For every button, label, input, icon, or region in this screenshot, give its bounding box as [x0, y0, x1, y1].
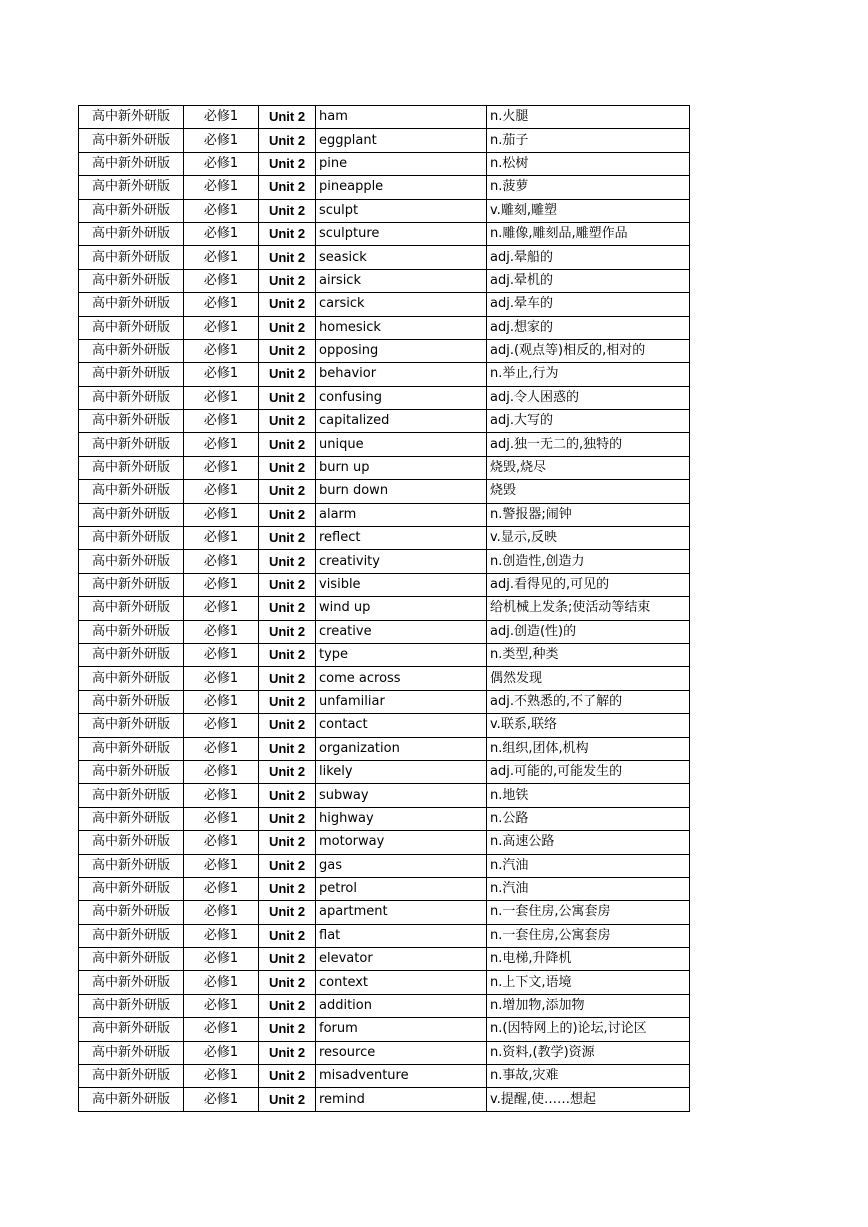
publisher-cell: 高中新外研版 — [79, 433, 184, 456]
meaning-cell: 给机械上发条;使活动等结束 — [487, 597, 690, 620]
table-row — [79, 527, 690, 550]
table-row — [79, 1065, 690, 1088]
book-cell: 必修1 — [184, 1088, 259, 1111]
meaning-cell: adj.看得见的,可见的 — [487, 573, 690, 596]
meaning-cell: v.雕刻,雕塑 — [487, 199, 690, 222]
book-cell: 必修1 — [184, 152, 259, 175]
word-cell: wind up — [316, 597, 487, 620]
word-cell: highway — [316, 807, 487, 830]
book-cell: 必修1 — [184, 456, 259, 479]
unit-cell: Unit 2 — [259, 620, 316, 643]
book-cell: 必修1 — [184, 480, 259, 503]
word-cell: remind — [316, 1088, 487, 1111]
word-cell: come across — [316, 667, 487, 690]
word-cell: addition — [316, 994, 487, 1017]
publisher-cell: 高中新外研版 — [79, 760, 184, 783]
meaning-cell: n.汽油 — [487, 877, 690, 900]
publisher-cell: 高中新外研版 — [79, 269, 184, 292]
unit-cell: Unit 2 — [259, 106, 316, 129]
book-cell: 必修1 — [184, 316, 259, 339]
unit-cell: Unit 2 — [259, 690, 316, 713]
table-row — [79, 784, 690, 807]
book-cell: 必修1 — [184, 573, 259, 596]
table-row — [79, 1018, 690, 1041]
table-row — [79, 480, 690, 503]
table-row — [79, 550, 690, 573]
book-cell: 必修1 — [184, 877, 259, 900]
meaning-cell: n.创造性,创造力 — [487, 550, 690, 573]
word-cell: seasick — [316, 246, 487, 269]
word-cell: resource — [316, 1041, 487, 1064]
table-row — [79, 222, 690, 245]
book-cell: 必修1 — [184, 1018, 259, 1041]
unit-cell: Unit 2 — [259, 831, 316, 854]
meaning-cell: adj.大写的 — [487, 410, 690, 433]
publisher-cell: 高中新外研版 — [79, 246, 184, 269]
meaning-cell: 烧毁,烧尽 — [487, 456, 690, 479]
meaning-cell: n.事故,灾难 — [487, 1065, 690, 1088]
table-row — [79, 339, 690, 362]
book-cell: 必修1 — [184, 410, 259, 433]
table-row — [79, 831, 690, 854]
publisher-cell: 高中新外研版 — [79, 176, 184, 199]
unit-cell: Unit 2 — [259, 1018, 316, 1041]
book-cell: 必修1 — [184, 293, 259, 316]
book-cell: 必修1 — [184, 363, 259, 386]
unit-cell: Unit 2 — [259, 784, 316, 807]
meaning-cell: n.一套住房,公寓套房 — [487, 924, 690, 947]
table-row — [79, 269, 690, 292]
unit-cell: Unit 2 — [259, 854, 316, 877]
word-cell: pineapple — [316, 176, 487, 199]
word-cell: subway — [316, 784, 487, 807]
word-cell: alarm — [316, 503, 487, 526]
table-row — [79, 129, 690, 152]
meaning-cell: n.高速公路 — [487, 831, 690, 854]
unit-cell: Unit 2 — [259, 339, 316, 362]
unit-cell: Unit 2 — [259, 667, 316, 690]
meaning-cell: 烧毁 — [487, 480, 690, 503]
book-cell: 必修1 — [184, 948, 259, 971]
unit-cell: Unit 2 — [259, 550, 316, 573]
table-row — [79, 597, 690, 620]
unit-cell: Unit 2 — [259, 480, 316, 503]
publisher-cell: 高中新外研版 — [79, 1088, 184, 1111]
word-cell: ham — [316, 106, 487, 129]
word-cell: carsick — [316, 293, 487, 316]
publisher-cell: 高中新外研版 — [79, 129, 184, 152]
book-cell: 必修1 — [184, 246, 259, 269]
publisher-cell: 高中新外研版 — [79, 293, 184, 316]
meaning-cell: n.类型,种类 — [487, 643, 690, 666]
meaning-cell: adj.想家的 — [487, 316, 690, 339]
book-cell: 必修1 — [184, 971, 259, 994]
book-cell: 必修1 — [184, 222, 259, 245]
unit-cell: Unit 2 — [259, 129, 316, 152]
meaning-cell: n.公路 — [487, 807, 690, 830]
unit-cell: Unit 2 — [259, 877, 316, 900]
unit-cell: Unit 2 — [259, 152, 316, 175]
meaning-cell: 偶然发现 — [487, 667, 690, 690]
publisher-cell: 高中新外研版 — [79, 410, 184, 433]
word-cell: visible — [316, 573, 487, 596]
meaning-cell: v.显示,反映 — [487, 527, 690, 550]
table-row — [79, 503, 690, 526]
book-cell: 必修1 — [184, 386, 259, 409]
meaning-cell: n.地铁 — [487, 784, 690, 807]
word-cell: sculpture — [316, 222, 487, 245]
publisher-cell: 高中新外研版 — [79, 152, 184, 175]
book-cell: 必修1 — [184, 106, 259, 129]
unit-cell: Unit 2 — [259, 1065, 316, 1088]
word-cell: motorway — [316, 831, 487, 854]
publisher-cell: 高中新外研版 — [79, 714, 184, 737]
word-cell: misadventure — [316, 1065, 487, 1088]
publisher-cell: 高中新外研版 — [79, 106, 184, 129]
meaning-cell: v.提醒,使……想起 — [487, 1088, 690, 1111]
unit-cell: Unit 2 — [259, 316, 316, 339]
word-cell: contact — [316, 714, 487, 737]
book-cell: 必修1 — [184, 690, 259, 713]
table-row — [79, 714, 690, 737]
publisher-cell: 高中新外研版 — [79, 667, 184, 690]
book-cell: 必修1 — [184, 269, 259, 292]
word-cell: elevator — [316, 948, 487, 971]
word-cell: forum — [316, 1018, 487, 1041]
publisher-cell: 高中新外研版 — [79, 527, 184, 550]
meaning-cell: n.组织,团体,机构 — [487, 737, 690, 760]
meaning-cell: n.雕像,雕刻品,雕塑作品 — [487, 222, 690, 245]
meaning-cell: n.举止,行为 — [487, 363, 690, 386]
publisher-cell: 高中新外研版 — [79, 737, 184, 760]
book-cell: 必修1 — [184, 924, 259, 947]
book-cell: 必修1 — [184, 643, 259, 666]
unit-cell: Unit 2 — [259, 1041, 316, 1064]
word-cell: gas — [316, 854, 487, 877]
publisher-cell: 高中新外研版 — [79, 222, 184, 245]
book-cell: 必修1 — [184, 199, 259, 222]
unit-cell: Unit 2 — [259, 971, 316, 994]
book-cell: 必修1 — [184, 433, 259, 456]
unit-cell: Unit 2 — [259, 363, 316, 386]
publisher-cell: 高中新外研版 — [79, 1065, 184, 1088]
word-cell: creativity — [316, 550, 487, 573]
book-cell: 必修1 — [184, 901, 259, 924]
word-cell: eggplant — [316, 129, 487, 152]
table-row — [79, 994, 690, 1017]
publisher-cell: 高中新外研版 — [79, 316, 184, 339]
meaning-cell: adj.可能的,可能发生的 — [487, 760, 690, 783]
word-cell: unique — [316, 433, 487, 456]
unit-cell: Unit 2 — [259, 222, 316, 245]
table-row — [79, 152, 690, 175]
unit-cell: Unit 2 — [259, 760, 316, 783]
publisher-cell: 高中新外研版 — [79, 480, 184, 503]
unit-cell: Unit 2 — [259, 737, 316, 760]
book-cell: 必修1 — [184, 784, 259, 807]
unit-cell: Unit 2 — [259, 386, 316, 409]
book-cell: 必修1 — [184, 831, 259, 854]
meaning-cell: n.松树 — [487, 152, 690, 175]
meaning-cell: adj.晕机的 — [487, 269, 690, 292]
book-cell: 必修1 — [184, 760, 259, 783]
word-cell: creative — [316, 620, 487, 643]
table-row — [79, 971, 690, 994]
publisher-cell: 高中新外研版 — [79, 971, 184, 994]
publisher-cell: 高中新外研版 — [79, 854, 184, 877]
word-cell: burn down — [316, 480, 487, 503]
unit-cell: Unit 2 — [259, 456, 316, 479]
unit-cell: Unit 2 — [259, 246, 316, 269]
word-cell: likely — [316, 760, 487, 783]
unit-cell: Unit 2 — [259, 199, 316, 222]
unit-cell: Unit 2 — [259, 597, 316, 620]
word-cell: sculpt — [316, 199, 487, 222]
unit-cell: Unit 2 — [259, 901, 316, 924]
table-row — [79, 924, 690, 947]
table-row — [79, 760, 690, 783]
book-cell: 必修1 — [184, 714, 259, 737]
meaning-cell: n.资料,(教学)资源 — [487, 1041, 690, 1064]
book-cell: 必修1 — [184, 339, 259, 362]
word-cell: capitalized — [316, 410, 487, 433]
word-cell: pine — [316, 152, 487, 175]
meaning-cell: adj.独一无二的,独特的 — [487, 433, 690, 456]
publisher-cell: 高中新外研版 — [79, 1018, 184, 1041]
unit-cell: Unit 2 — [259, 503, 316, 526]
publisher-cell: 高中新外研版 — [79, 643, 184, 666]
publisher-cell: 高中新外研版 — [79, 456, 184, 479]
meaning-cell: adj.令人困惑的 — [487, 386, 690, 409]
table-row — [79, 690, 690, 713]
publisher-cell: 高中新外研版 — [79, 339, 184, 362]
publisher-cell: 高中新外研版 — [79, 784, 184, 807]
unit-cell: Unit 2 — [259, 924, 316, 947]
meaning-cell: adj.不熟悉的,不了解的 — [487, 690, 690, 713]
publisher-cell: 高中新外研版 — [79, 994, 184, 1017]
meaning-cell: adj.创造(性)的 — [487, 620, 690, 643]
table-row — [79, 106, 690, 129]
table-row — [79, 901, 690, 924]
table-row — [79, 410, 690, 433]
book-cell: 必修1 — [184, 737, 259, 760]
publisher-cell: 高中新外研版 — [79, 620, 184, 643]
table-row — [79, 573, 690, 596]
unit-cell: Unit 2 — [259, 176, 316, 199]
unit-cell: Unit 2 — [259, 433, 316, 456]
vocabulary-table — [78, 105, 690, 1112]
meaning-cell: n.上下文,语境 — [487, 971, 690, 994]
table-row — [79, 1041, 690, 1064]
table-row — [79, 948, 690, 971]
unit-cell: Unit 2 — [259, 269, 316, 292]
book-cell: 必修1 — [184, 854, 259, 877]
table-row — [79, 456, 690, 479]
meaning-cell: n.警报器;闹钟 — [487, 503, 690, 526]
meaning-cell: adj.晕船的 — [487, 246, 690, 269]
word-cell: reflect — [316, 527, 487, 550]
word-cell: flat — [316, 924, 487, 947]
meaning-cell: n.一套住房,公寓套房 — [487, 901, 690, 924]
publisher-cell: 高中新外研版 — [79, 948, 184, 971]
word-cell: opposing — [316, 339, 487, 362]
publisher-cell: 高中新外研版 — [79, 877, 184, 900]
word-cell: petrol — [316, 877, 487, 900]
table-row — [79, 363, 690, 386]
meaning-cell: n.电梯,升降机 — [487, 948, 690, 971]
unit-cell: Unit 2 — [259, 807, 316, 830]
unit-cell: Unit 2 — [259, 293, 316, 316]
meaning-cell: n.菠萝 — [487, 176, 690, 199]
book-cell: 必修1 — [184, 503, 259, 526]
unit-cell: Unit 2 — [259, 1088, 316, 1111]
meaning-cell: adj.晕车的 — [487, 293, 690, 316]
book-cell: 必修1 — [184, 807, 259, 830]
publisher-cell: 高中新外研版 — [79, 901, 184, 924]
publisher-cell: 高中新外研版 — [79, 363, 184, 386]
publisher-cell: 高中新外研版 — [79, 550, 184, 573]
word-cell: behavior — [316, 363, 487, 386]
table-row — [79, 620, 690, 643]
publisher-cell: 高中新外研版 — [79, 573, 184, 596]
word-cell: airsick — [316, 269, 487, 292]
vocabulary-table-body — [79, 106, 690, 1112]
book-cell: 必修1 — [184, 620, 259, 643]
meaning-cell: n.火腿 — [487, 106, 690, 129]
table-row — [79, 433, 690, 456]
book-cell: 必修1 — [184, 1041, 259, 1064]
meaning-cell: v.联系,联络 — [487, 714, 690, 737]
unit-cell: Unit 2 — [259, 948, 316, 971]
unit-cell: Unit 2 — [259, 714, 316, 737]
table-row — [79, 199, 690, 222]
meaning-cell: adj.(观点等)相反的,相对的 — [487, 339, 690, 362]
word-cell: unfamiliar — [316, 690, 487, 713]
table-row — [79, 293, 690, 316]
publisher-cell: 高中新外研版 — [79, 831, 184, 854]
unit-cell: Unit 2 — [259, 573, 316, 596]
unit-cell: Unit 2 — [259, 410, 316, 433]
book-cell: 必修1 — [184, 129, 259, 152]
table-row — [79, 316, 690, 339]
book-cell: 必修1 — [184, 527, 259, 550]
word-cell: context — [316, 971, 487, 994]
meaning-cell: n.汽油 — [487, 854, 690, 877]
meaning-cell: n.增加物,添加物 — [487, 994, 690, 1017]
book-cell: 必修1 — [184, 994, 259, 1017]
table-row — [79, 877, 690, 900]
publisher-cell: 高中新外研版 — [79, 386, 184, 409]
table-row — [79, 1088, 690, 1111]
table-row — [79, 667, 690, 690]
book-cell: 必修1 — [184, 1065, 259, 1088]
word-cell: apartment — [316, 901, 487, 924]
table-row — [79, 246, 690, 269]
publisher-cell: 高中新外研版 — [79, 690, 184, 713]
publisher-cell: 高中新外研版 — [79, 924, 184, 947]
publisher-cell: 高中新外研版 — [79, 597, 184, 620]
table-row — [79, 807, 690, 830]
meaning-cell: n.(因特网上的)论坛,讨论区 — [487, 1018, 690, 1041]
table-row — [79, 643, 690, 666]
table-row — [79, 386, 690, 409]
table-row — [79, 176, 690, 199]
book-cell: 必修1 — [184, 550, 259, 573]
table-row — [79, 854, 690, 877]
publisher-cell: 高中新外研版 — [79, 199, 184, 222]
meaning-cell: n.茄子 — [487, 129, 690, 152]
word-cell: burn up — [316, 456, 487, 479]
word-cell: type — [316, 643, 487, 666]
publisher-cell: 高中新外研版 — [79, 807, 184, 830]
unit-cell: Unit 2 — [259, 994, 316, 1017]
table-row — [79, 737, 690, 760]
word-cell: organization — [316, 737, 487, 760]
book-cell: 必修1 — [184, 667, 259, 690]
word-cell: homesick — [316, 316, 487, 339]
publisher-cell: 高中新外研版 — [79, 503, 184, 526]
word-cell: confusing — [316, 386, 487, 409]
unit-cell: Unit 2 — [259, 643, 316, 666]
book-cell: 必修1 — [184, 597, 259, 620]
book-cell: 必修1 — [184, 176, 259, 199]
publisher-cell: 高中新外研版 — [79, 1041, 184, 1064]
unit-cell: Unit 2 — [259, 527, 316, 550]
